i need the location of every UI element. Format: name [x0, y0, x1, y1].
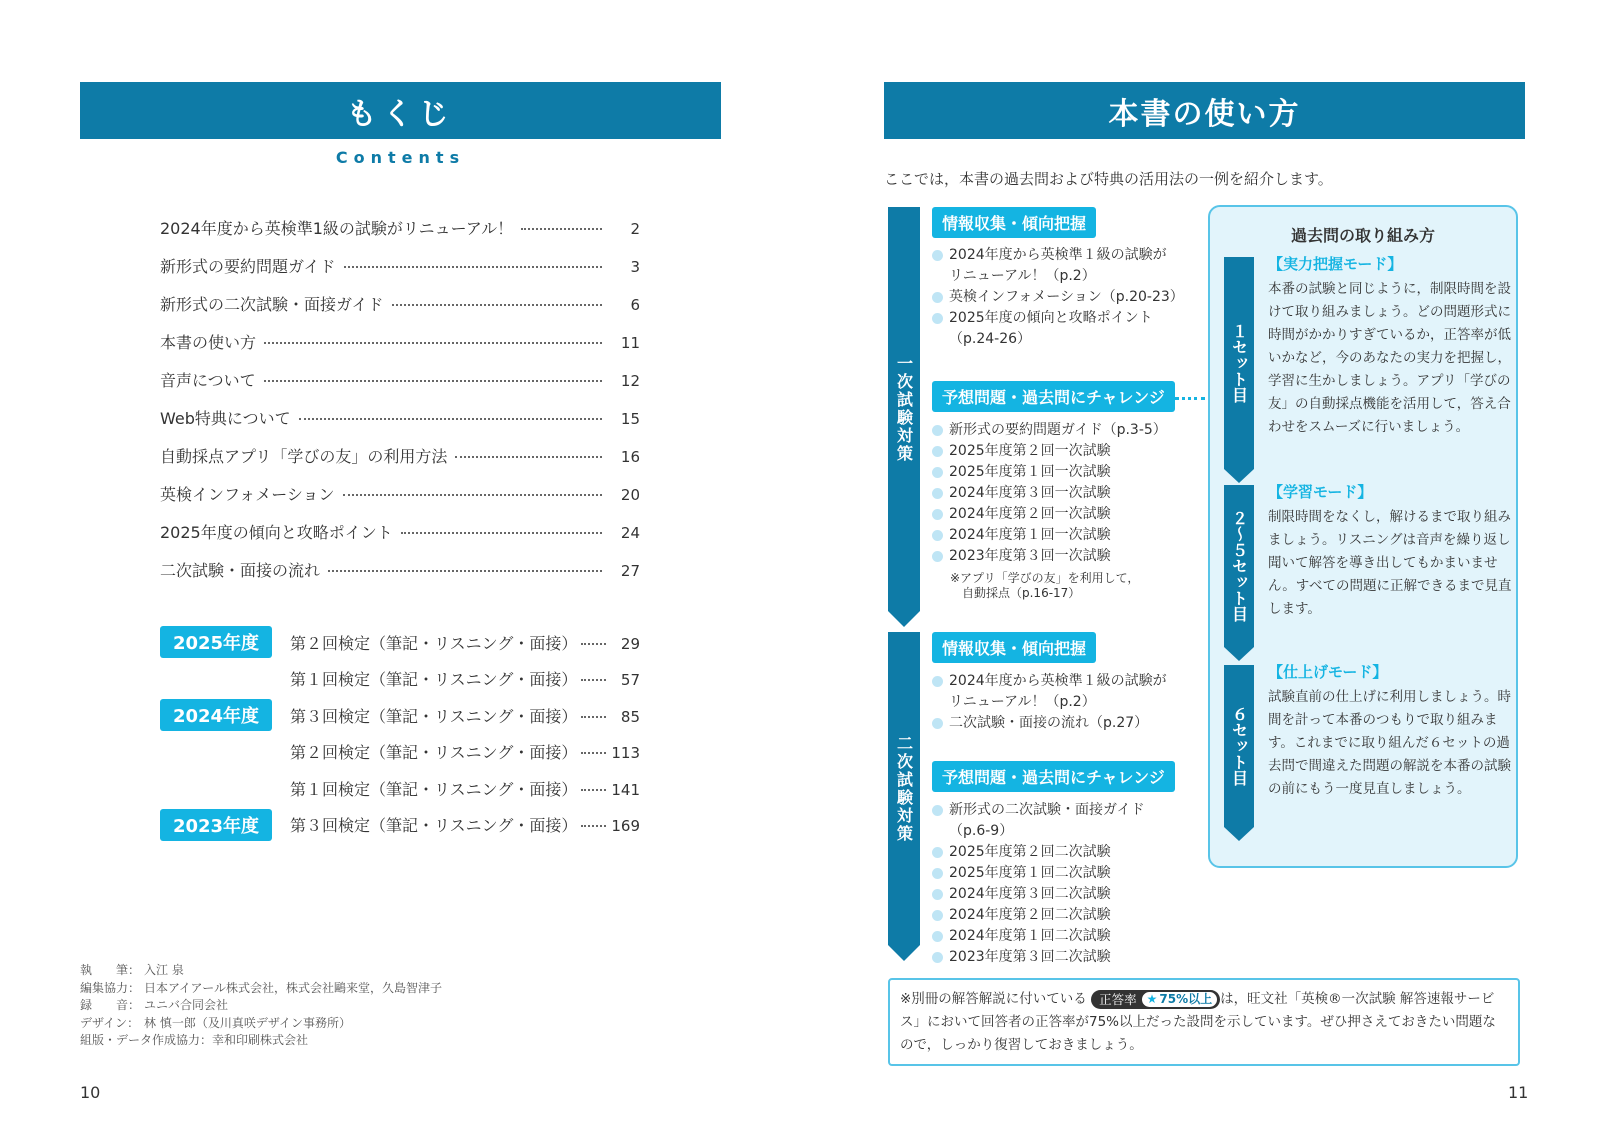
toc-entry[interactable] — [160, 444, 640, 482]
toc-entry[interactable] — [160, 330, 640, 368]
arrow-tip — [1224, 647, 1254, 661]
set-arrow-label: １セット目 — [1229, 323, 1249, 403]
set-arrow-label: ６セット目 — [1229, 706, 1249, 786]
bullet-icon — [932, 805, 943, 816]
list-item — [932, 441, 1167, 462]
set-arrow-label: ２〜５セット目 — [1229, 510, 1249, 622]
list-item-text: 新形式の二次試験・面接ガイド （p.6-9） — [949, 802, 1145, 839]
toc-entry-title: 2025年度の傾向と攻略ポイント — [160, 523, 393, 542]
section-items — [932, 671, 1167, 734]
bullet-icon — [932, 931, 943, 942]
list-item — [932, 713, 1167, 734]
badge-value-box — [1142, 992, 1218, 1007]
list-item-text: 2024年度第２回一次試験 — [949, 506, 1111, 522]
toc-entry[interactable] — [160, 558, 640, 596]
bullet-icon — [932, 509, 943, 520]
exam-entry-title: 第３回検定（筆記・リスニング・面接） — [290, 816, 578, 836]
list-item-text: 2023年度第３回二次試験 — [949, 949, 1111, 965]
leader-dots — [581, 716, 606, 718]
toc-entry-page: 16 — [620, 448, 640, 466]
leader-dots — [344, 266, 602, 268]
leader-dots — [328, 570, 602, 572]
year-badge: 2023年度 — [160, 809, 272, 841]
arrow-tip — [888, 945, 920, 961]
year-badge: 2024年度 — [160, 699, 272, 731]
exam-entry-title: 第１回検定（筆記・リスニング・面接） — [290, 779, 578, 799]
badge-label: 正答率 — [1099, 991, 1137, 1007]
bullet-icon — [932, 718, 943, 729]
list-item-text: 2025年度第１回二次試験 — [949, 865, 1111, 881]
first-stage-label: 一次試験対策 — [894, 355, 914, 463]
exam-entry-page: 85 — [620, 707, 640, 726]
mode-block — [1268, 661, 1512, 801]
toc-entry-page: 6 — [630, 296, 640, 314]
credit-value: 入江 泉 — [144, 963, 184, 977]
credit-row — [80, 962, 442, 980]
section-heading: 情報収集・傾向把握 — [932, 632, 1096, 663]
list-item-text: 2024年度第３回一次試験 — [949, 485, 1111, 501]
list-item — [932, 462, 1167, 483]
toc-entry-page: 27 — [620, 562, 640, 580]
page-title: 本書の使い方 — [884, 82, 1525, 139]
list-item-text: 2025年度第１回一次試験 — [949, 464, 1111, 480]
list-item-text: 英検インフォメーション（p.20-23） — [949, 289, 1184, 305]
list-item-text: 2023年度第３回一次試験 — [949, 548, 1111, 564]
toc-entry-page: 12 — [620, 372, 640, 390]
toc-entry-title: 二次試験・面接の流れ — [160, 561, 321, 580]
toc-entry[interactable] — [160, 520, 640, 558]
exam-entry[interactable] — [160, 807, 640, 844]
practice-approach-panel — [1208, 205, 1518, 868]
bullet-icon — [932, 425, 943, 436]
correct-rate-badge — [1091, 990, 1220, 1009]
bullet-icon — [932, 910, 943, 921]
year-badge: 2025年度 — [160, 626, 272, 658]
list-item — [932, 671, 1167, 713]
table-of-contents — [160, 216, 640, 596]
mode-block — [1268, 253, 1512, 439]
credit-value: 日本アイアール株式会社，株式会社鷗来堂，久島智津子 — [144, 980, 442, 995]
list-item — [932, 800, 1145, 842]
leader-dots — [581, 643, 606, 645]
exam-entry-title: 第２回検定（筆記・リスニング・面接） — [290, 633, 578, 653]
list-item-text: 2025年度の傾向と攻略ポイント （p.24-26） — [949, 310, 1153, 347]
toc-entry-title: 自動採点アプリ「学びの友」の利用方法 — [160, 447, 448, 466]
credit-row — [80, 997, 442, 1015]
list-item-text: 2024年度から英検準１級の試験が リニューアル！（p.2） — [949, 247, 1167, 284]
exam-entry-title: 第２回検定（筆記・リスニング・面接） — [290, 743, 578, 763]
set-arrow — [1224, 665, 1254, 827]
bullet-icon — [932, 551, 943, 562]
set-arrow — [1224, 257, 1254, 469]
second-stage-label: 二次試験対策 — [894, 734, 914, 843]
mode-title: 【実力把握モード】 — [1268, 255, 1403, 273]
list-item-text: 2024年度第１回二次試験 — [949, 928, 1111, 944]
bullet-icon — [932, 847, 943, 858]
exam-entry[interactable] — [160, 661, 640, 698]
list-item — [932, 884, 1145, 905]
contents-subtitle: Contents — [335, 148, 466, 167]
mode-description: 試験直前の仕上げに利用しましょう。時間を計って本番のつもりで取り組みます。これまでに取り組んだ６セットの過去問で間違えた問題の解説を本番の試験の前にもう一度見直しましょう。 — [1268, 689, 1511, 797]
exam-entry-page: 29 — [620, 634, 640, 653]
mode-description: 制限時間をなくし，解けるまで取り組みましょう。リスニングは音声を繰り返し聞いて解答を導き出してもかまいません。すべての問題に正解できるまで見直します。 — [1268, 509, 1512, 617]
leader-dots — [581, 679, 606, 681]
panel-title: 過去問の取り組み方 — [1290, 226, 1435, 245]
list-item — [932, 926, 1145, 947]
bullet-icon — [932, 250, 943, 261]
toc-entry-page: 2 — [630, 220, 640, 238]
mode-block — [1268, 481, 1512, 621]
toc-entry-page: 3 — [630, 258, 640, 276]
exam-entry-page: 57 — [620, 671, 640, 690]
bullet-icon — [932, 868, 943, 879]
section-items — [932, 245, 1184, 350]
toc-entry-title: 本書の使い方 — [160, 333, 257, 352]
list-item — [932, 287, 1184, 308]
credit-label: デザイン： — [80, 1015, 140, 1030]
list-item — [932, 420, 1167, 441]
credits — [80, 962, 442, 1050]
bullet-icon — [932, 467, 943, 478]
list-item — [932, 245, 1184, 287]
page-number: 10 — [80, 1083, 101, 1102]
arrow-tip — [1224, 469, 1254, 483]
toc-entry-title: 英検インフォメーション — [160, 485, 335, 504]
toc-entry[interactable] — [160, 292, 640, 330]
credit-value: 林 慎一郎（及川真咲デザイン事務所） — [144, 1015, 351, 1030]
bullet-icon — [932, 292, 943, 303]
toc-entry-page: 15 — [620, 410, 640, 428]
toc-entry[interactable] — [160, 216, 640, 254]
list-item — [932, 504, 1167, 525]
bullet-icon — [932, 889, 943, 900]
credit-label: 組版・データ作成協力： — [80, 1033, 213, 1047]
bullet-icon — [932, 952, 943, 963]
toc-entry-title: 音声について — [160, 371, 256, 390]
exam-entry-page: 169 — [611, 817, 640, 836]
list-item — [932, 842, 1145, 863]
leader-dots — [299, 418, 602, 420]
leader-dots — [581, 789, 606, 791]
toc-entry-page: 11 — [620, 334, 640, 352]
exam-entry[interactable] — [160, 734, 640, 771]
list-item-text: 2025年度第２回一次試験 — [949, 443, 1111, 459]
mode-title: 【学習モード】 — [1268, 483, 1373, 501]
footnote-prefix: ※別冊の解答解説に付いている — [900, 991, 1087, 1007]
list-item — [932, 947, 1145, 968]
dotted-connector — [1175, 397, 1205, 400]
exam-entry-title: 第３回検定（筆記・リスニング・面接） — [290, 706, 578, 726]
list-item — [932, 546, 1167, 567]
list-item-text: 二次試験・面接の流れ（p.27） — [949, 715, 1149, 731]
badge-value: 75%以上 — [1159, 991, 1213, 1006]
exam-entry[interactable] — [160, 697, 640, 734]
list-item — [932, 483, 1167, 504]
star-icon: ★ — [1146, 991, 1158, 1006]
toc-entry-title: 2024年度から英検準1級の試験がリニューアル！ — [160, 219, 514, 238]
toc-entry-title: 新形式の二次試験・面接ガイド — [160, 295, 384, 314]
page-number: 11 — [1508, 1083, 1529, 1102]
credit-row — [80, 1032, 442, 1050]
list-item-text: 2024年度から英検準１級の試験が リニューアル！（p.2） — [949, 673, 1167, 710]
page-title: もくじ — [80, 82, 721, 139]
leader-dots — [581, 825, 606, 827]
leader-dots — [581, 752, 606, 754]
exam-entry[interactable] — [160, 624, 640, 661]
toc-entry[interactable] — [160, 254, 640, 292]
arrow-tip — [1224, 827, 1254, 841]
list-item-text: 新形式の要約問題ガイド（p.3-5） — [949, 422, 1167, 438]
arrow-tip — [888, 611, 920, 627]
correct-rate-footnote — [888, 978, 1520, 1066]
exam-entry-page: 113 — [611, 744, 640, 763]
credit-label: 編集協力： — [80, 980, 141, 995]
section-heading: 予想問題・過去問にチャレンジ — [932, 761, 1175, 792]
leader-dots — [392, 304, 602, 306]
app-note: ※アプリ「学びの友」を利用して， 自動採点（p.16-17） — [950, 571, 1140, 600]
mode-title: 【仕上げモード】 — [1268, 663, 1388, 681]
exam-entry[interactable] — [160, 770, 640, 807]
list-item — [932, 863, 1145, 884]
bullet-icon — [932, 530, 943, 541]
bullet-icon — [932, 488, 943, 499]
bullet-icon — [932, 313, 943, 324]
toc-entry[interactable] — [160, 482, 640, 520]
credit-label: 録 音： — [80, 998, 141, 1012]
toc-entry[interactable] — [160, 368, 640, 406]
list-item-text: 2025年度第２回二次試験 — [949, 844, 1111, 860]
footnote-suffix: は，旺文社「英検®一次試験 解答速報サービス」において回答者の正答率が75%以上だった設問を示しています。ぜひ押さえておきたい問題なので，しっかり復習しておきましょう。 — [900, 991, 1496, 1053]
exam-entry-title: 第１回検定（筆記・リスニング・面接） — [290, 670, 578, 690]
list-item — [932, 905, 1145, 926]
leader-dots — [521, 228, 602, 230]
second-stage-arrow — [888, 632, 920, 945]
credit-value: 幸和印刷株式会社 — [212, 1033, 309, 1047]
toc-entry[interactable] — [160, 406, 640, 444]
mode-description: 本番の試験と同じように，制限時間を設けて取り組みましょう。どの問題形式に時間がかかりすぎているか，正答率が低いかなど，今のあなたの実力を把握し，学習に生かしましょう。アプリ「学びの友」の自動採点機能を活用して，答え合わせをスムーズに行いましょう。 — [1268, 281, 1511, 435]
leader-dots — [264, 380, 602, 382]
bullet-icon — [932, 676, 943, 687]
toc-entry-title: 新形式の要約問題ガイド — [160, 257, 336, 276]
section-items — [932, 800, 1145, 968]
toc-entry-page: 20 — [620, 486, 640, 504]
list-item-text: 2024年度第３回二次試験 — [949, 886, 1111, 902]
credit-label: 執 筆： — [80, 963, 141, 977]
bullet-icon — [932, 446, 943, 457]
list-item — [932, 308, 1184, 350]
leader-dots — [343, 494, 602, 496]
toc-entry-page: 24 — [620, 524, 640, 542]
list-item-text: 2024年度第１回一次試験 — [949, 527, 1111, 543]
section-heading: 予想問題・過去問にチャレンジ — [932, 381, 1175, 412]
toc-entry-title: Web特典について — [160, 409, 291, 428]
list-item — [932, 525, 1167, 546]
section-heading: 情報収集・傾向把握 — [932, 207, 1096, 238]
first-stage-arrow — [888, 207, 920, 611]
section-items — [932, 420, 1167, 601]
leader-dots — [264, 342, 602, 344]
exam-year-list — [160, 624, 640, 843]
credit-row — [80, 980, 442, 998]
exam-entry-page: 141 — [611, 780, 640, 799]
leader-dots — [401, 532, 602, 534]
intro-text: ここでは，本書の過去問および特典の活用法の一例を紹介します。 — [884, 170, 1333, 188]
set-arrow — [1224, 485, 1254, 647]
list-item-text: 2024年度第２回二次試験 — [949, 907, 1111, 923]
leader-dots — [455, 456, 602, 458]
credit-value: ユニバ合同会社 — [144, 998, 229, 1012]
credit-row — [80, 1015, 442, 1033]
